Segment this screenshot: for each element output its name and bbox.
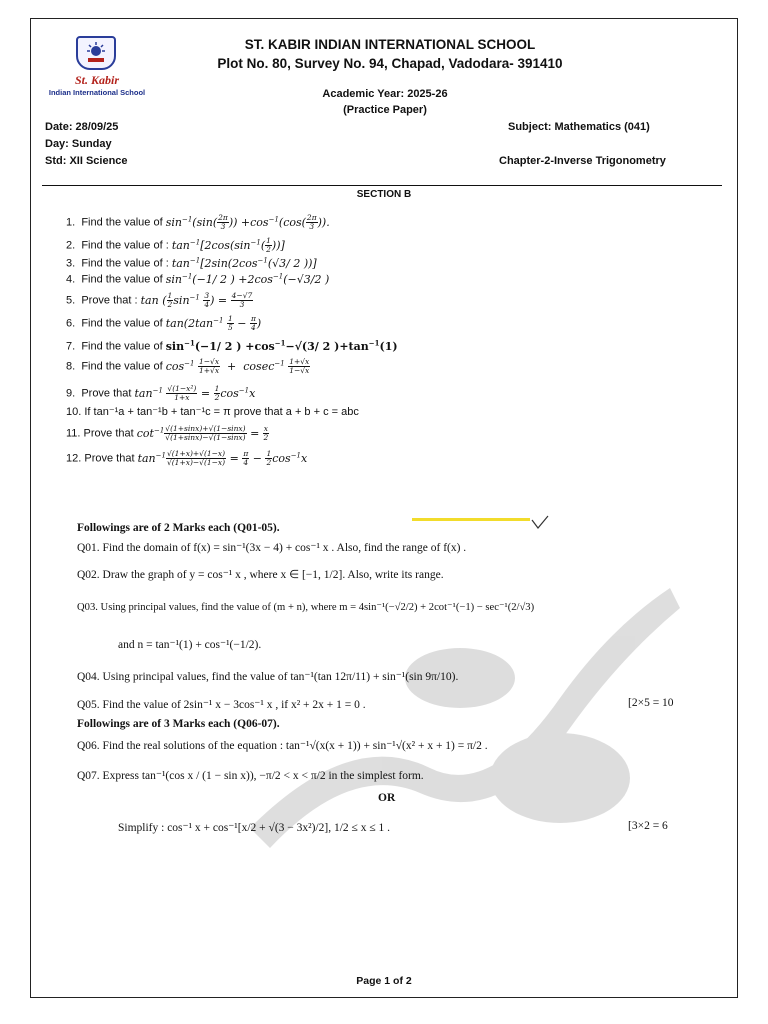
section-title: SECTION B [356, 189, 412, 200]
marks-3: [3×2 = 6 [628, 820, 668, 832]
school-address: Plot No. 80, Survey No. 94, Chapad, Vadodara- 391410 [217, 56, 563, 71]
question-7: 7. Find the value of $\sin^{-1}(-1/$ 2 ) $+\cos^{-1}-√(3/$ 2 )$+\tan^{-1}(1)$ [66, 338, 398, 353]
exam-date: Date: 28/09/25 [45, 121, 119, 133]
question-q05: Q05. Find the value of 2sin⁻¹ x − 3cos⁻¹ x , if x² + 2x + 1 = 0 . [77, 699, 366, 711]
logo-subtitle: Indian International School [48, 88, 146, 97]
question-q04: Q04. Using principal values, find the value of tan⁻¹(tan 12π/11) + sin⁻¹(sin 9π/10). [77, 671, 459, 683]
question-q03-continued: and n = tan⁻¹(1) + cos⁻¹(−1/2). [118, 639, 262, 651]
scanned-questions [70, 508, 710, 858]
question-q07: Q07. Express tan⁻¹(cos x / (1 − sin x)), −π/2 < x < π/2 in the simplest form. [77, 770, 424, 782]
question-9: 9. Prove that $\tan^{-1}$ $\frac{\text{√(1−x²)}}{1+x}$ = $\frac{1}{2}$ $\cos^{-1}x$ [66, 384, 256, 402]
question-1: 1. Find the value of $\sin^{-1}(\sin$( $\frac{2\pi}{3}$ )) $+\cos^{-1}(\cos$( $\frac{2\pi}{3}$ )). [66, 213, 330, 231]
question-2: 2. Find the value of : $\tan^{-1}[2\cos(\sin^{-1}$( $\frac{1}{2}$ ))] [66, 236, 285, 254]
question-6: 6. Find the value of $\tan(2\tan^{-1}$ $\frac{1}{5}$ − $\frac{\pi}{4}$ ) [66, 314, 262, 332]
standard: Std: XII Science [45, 155, 128, 167]
question-11: 11. Prove that $\cot^{-1}$ $\frac{√(1+\sin x)+√(1-\sin x)}{√(1+\sin x)-√(1-\sin x)}$ = $\frac{x}{2}$ [66, 424, 269, 442]
question-q02: Q02. Draw the graph of y = cos⁻¹ x , where x ∈ [−1, 1/2]. Also, write its range. [77, 569, 444, 581]
marks-2: [2×5 = 10 [628, 697, 674, 709]
school-emblem-icon [76, 36, 116, 70]
school-name: ST. KABIR INDIAN INTERNATIONAL SCHOOL [244, 37, 536, 52]
academic-year: Academic Year: 2025-26 [322, 88, 448, 100]
question-12: 12. Prove that $\tan^{-1}$ $\frac{√(1+x)+√(1-x)}{√(1+x)-√(1-x)}$ = $\frac{\pi}{4}$ − $\frac{1}{2}$ $\cos^{-1}x$ [66, 449, 308, 467]
question-q01: Q01. Find the domain of f(x) = sin⁻¹(3x − 4) + cos⁻¹ x . Also, find the range of f(x) . [77, 542, 467, 554]
heading-2-marks: Followings are of 2 Marks each (Q01-05). [77, 522, 280, 534]
exam-day: Day: Sunday [45, 138, 112, 150]
heading-3-marks: Followings are of 3 Marks each (Q06-07). [77, 718, 280, 730]
question-4: 4. Find the value of $\sin^{-1}(-1/$ 2 ) $+2\cos^{-1}(-√3/2$ ) [66, 272, 330, 286]
page-number: Page 1 of 2 [356, 975, 412, 987]
subject: Subject: Mathematics (041) [508, 121, 650, 133]
paper-type: (Practice Paper) [343, 104, 427, 116]
question-5: 5. Prove that : tan ( $\frac{1}{2}$ $\sin^{-1}$ $\frac{3}{4}$ ) = $\frac{4-√7}{3}$ [66, 291, 253, 309]
header-divider [42, 185, 722, 186]
question-3: 3. Find the value of : $\tan^{-1}[2\sin(2\cos^{-1}(√3/$ 2 ))] [66, 256, 317, 270]
logo-name: St. Kabir [74, 73, 119, 87]
question-q06: Q06. Find the real solutions of the equation : tan⁻¹√(x(x + 1)) + sin⁻¹√(x² + x + 1) = π/2 . [77, 740, 488, 752]
question-q03: Q03. Using principal values, find the value of (m + n), where m = 4sin⁻¹(−√2/2) + 2cot⁻¹(−1) − sec⁻¹(2/√3) [77, 602, 535, 613]
school-logo [42, 36, 152, 102]
or-label: OR [378, 792, 396, 804]
question-10: 10. If tan⁻¹a + tan⁻¹b + tan⁻¹c = π prove that a + b + c = abc [66, 406, 359, 418]
chapter: Chapter-2-Inverse Trigonometry [499, 155, 666, 167]
question-q07-alternative: Simplify : cos⁻¹ x + cos⁻¹[x/2 + √(3 − 3x²)/2], 1/2 ≤ x ≤ 1 . [118, 822, 391, 834]
question-8: 8. Find the value of $\cos^{-1}$ $\frac{1-√x}{1+√x}$ + cosec$^{-1}$ $\frac{1+√x}{1-√x}$ [66, 357, 310, 375]
